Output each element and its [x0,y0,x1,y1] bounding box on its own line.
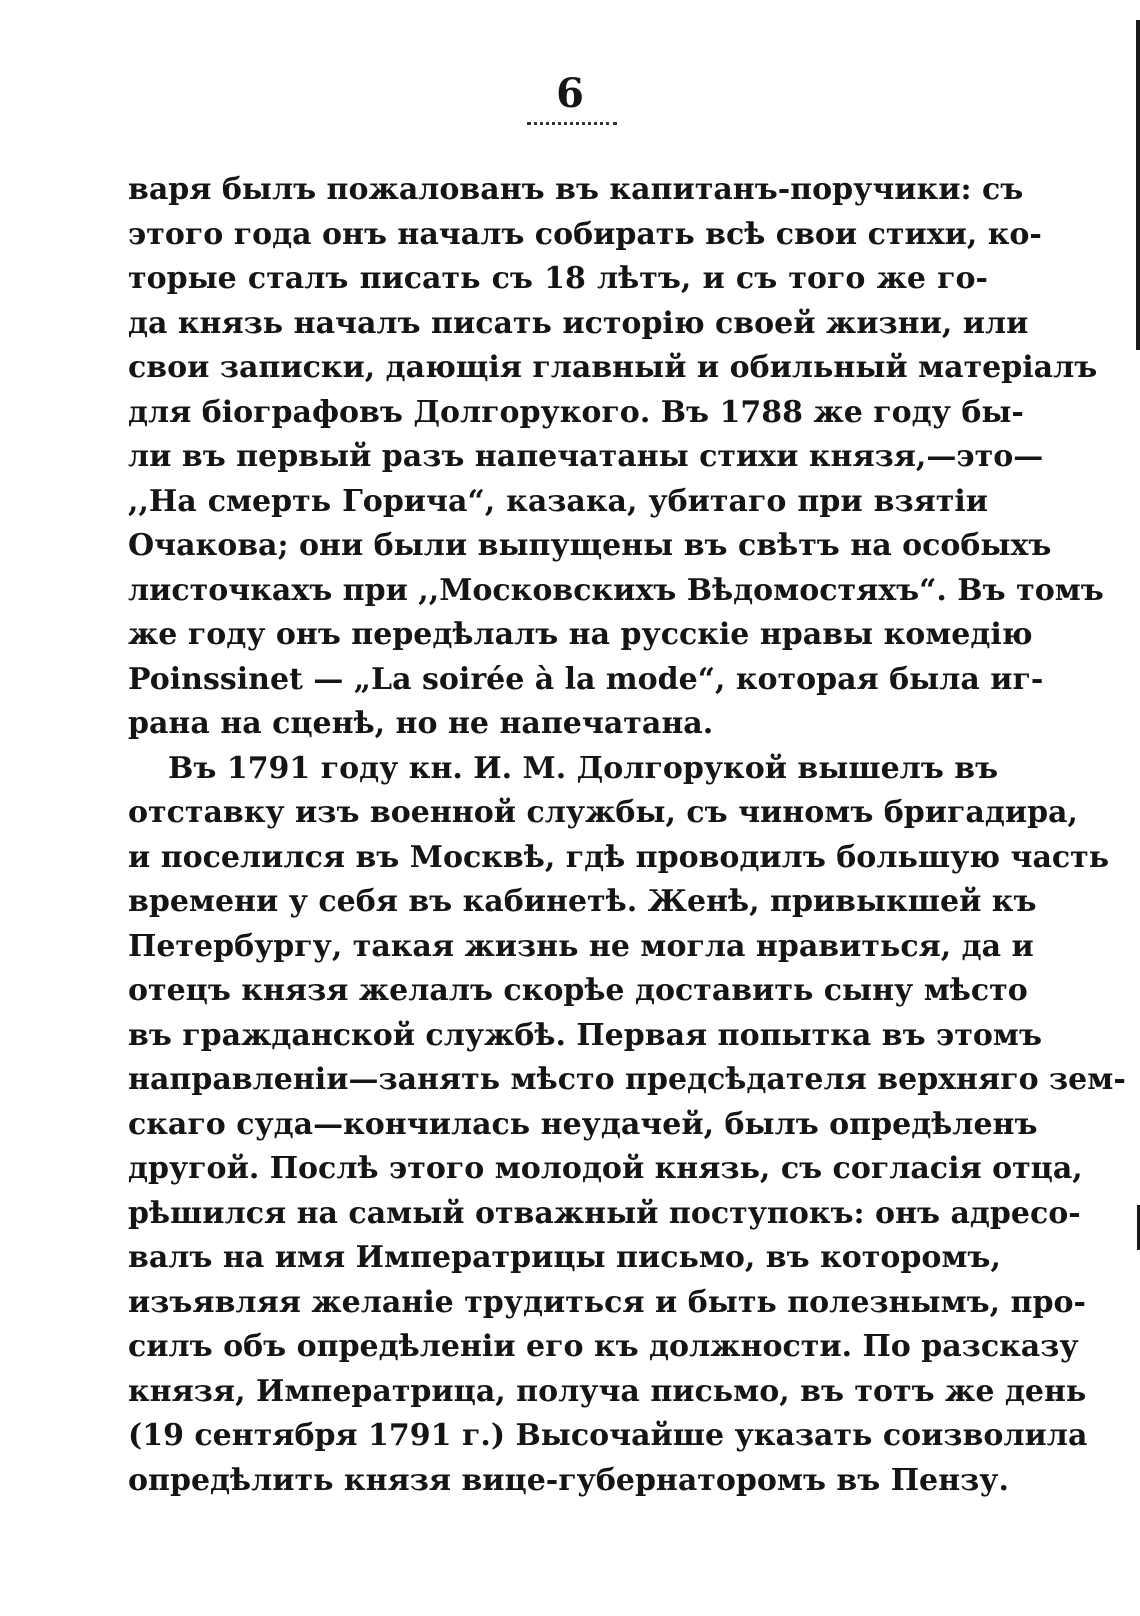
text-line: въ гражданской службѣ. Первая попытка въ этомъ [128,1017,1042,1053]
text-line: направленіи—занять мѣсто предсѣдателя верхняго зем- [128,1062,1126,1097]
text-line: Въ 1791 году кн. И. М. Долгорукой вышелъ въ [168,750,999,786]
text-line: опредѣлить князя вице-губернаторомъ въ Пензу. [128,1462,1009,1498]
text-line: изъявляя желаніе трудиться и быть полезнымъ, про- [128,1284,1086,1320]
text-line: для біографовъ Долгорукого. Въ 1788 же году бы- [128,394,1024,430]
text-line: силъ объ опредѣленіи его къ должности. По разсказу [128,1329,1079,1364]
text-line: Poinssinet — „La soirée à la mode“, которая была иг- [128,661,1044,697]
text-line: и поселился въ Москвѣ, гдѣ проводилъ большую часть [128,839,1110,875]
text-line: листочкахъ при ,,Московскихъ Вѣдомостяхъ“. Въ томъ [128,572,1104,608]
text-line: варя былъ пожалованъ въ капитанъ-поручики: съ [128,172,1024,207]
text-line: ли въ первый разъ напечатаны стихи князя,—это— [128,439,1044,474]
text-line: Петербургу, такая жизнь не могла нравиться, да и [128,928,1034,964]
text-line: ,,На смерть Горича“, казака, убитаго при взятіи [128,483,988,519]
text-line: рѣшился на самый отважный поступокъ: онъ адресо- [128,1195,1081,1231]
text-line: (19 сентября 1791 г.) Высочайше указать соизволила [128,1418,1088,1453]
page-number: 6 [556,70,584,117]
paragraph-2 [128,747,1126,1504]
text-line: же году онъ передѣлалъ на русскіе нравы комедію [128,617,1033,652]
text-line: князя, Императрица, получа письмо, въ тотъ же день [128,1373,1087,1409]
margin-scan-mark [1136,20,1140,350]
text-line: другой. Послѣ этого молодой князь, съ согласія отца, [128,1151,1083,1186]
text-line: валъ на имя Императрицы письмо, въ которомъ, [128,1240,1001,1275]
text-line: свои записки, дающія главный и обильный матеріалъ [128,350,1098,385]
page-number-rule [527,122,617,125]
text-line: этого года онъ началъ собирать всѣ свои стихи, ко- [128,216,1042,252]
body-text [128,168,1126,1503]
text-line: времени у себя въ кабинетѣ. Женѣ, привыкшей къ [128,884,1037,919]
text-line: скаго суда—кончилась неудачей, былъ опредѣленъ [128,1106,1038,1142]
text-line: торые сталъ писать съ 18 лѣтъ, и съ того же го- [128,261,988,296]
text-line: отставку изъ военной службы, съ чиномъ бригадира, [128,795,1078,830]
text-line: да князь началъ писать исторію своей жизни, или [128,305,1029,341]
text-line: отецъ князя желалъ скорѣе доставить сыну мѣсто [128,973,1028,1008]
text-line: Очакова; они были выпущены въ свѣтъ на особыхъ [128,528,1052,563]
paragraph-1 [128,168,1104,747]
text-line: рана на сценѣ, но не напечатана. [128,706,714,741]
